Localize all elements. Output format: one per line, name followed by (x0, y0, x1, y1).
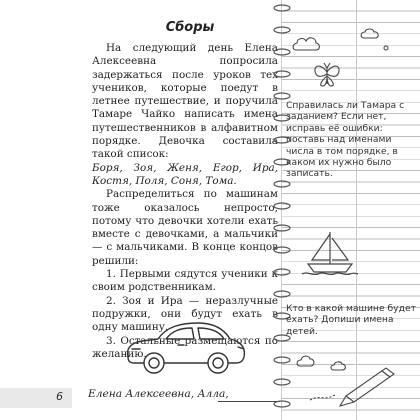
butterfly-doodle-icon (310, 60, 344, 90)
rule-3: 3. Остальные размещаются по желанию. (92, 334, 278, 360)
names-list-text: Боря, Зоя, Женя, Егор, Ира, Костя, Поля, Соня, Тома. (92, 161, 278, 187)
clouds-doodle-icon (290, 26, 400, 58)
rule-2: 2. Зоя и Ира — неразлучные подружки, они будут ехать в одну машину. (92, 294, 278, 334)
rule-1: 1. Первыми сядутся ученики к своим родственникам. (92, 268, 278, 294)
paragraph-distribution: Распределиться по машинам тоже оказалось непросто, потому что девочки хотели ехать вместе с девочками, а мальчики — с мальчиками. В конце концов решили: (92, 188, 278, 267)
answer-line-text: Елена Алексеевна, Алла, (88, 388, 229, 400)
paragraph-intro: На следующий день Елена Алексеевна попросила задержаться после уроков тех учеников, которые поедут в летнее путешествие, и поручила Тамаре Чайко написать имена путешественников в алфавитном порядке. Девочка составила такой список: (92, 42, 278, 161)
side-note-who-rides: Кто в какой машине будет ехать? Допиши имена детей. (286, 303, 416, 337)
page-title: Сборы (165, 20, 215, 35)
side-note-check-task: Справилась ли Тамара с заданием? Если нет, исправь её ошибки: поставь над именами числа в том порядке, в каком их нужно было записать. (286, 100, 405, 180)
page-number: 6 (56, 390, 63, 403)
car-drawing-icon (120, 317, 250, 375)
names-list (92, 162, 278, 189)
pencil-doodle-icon (290, 350, 405, 408)
sailboat-doodle-icon (300, 228, 360, 276)
main-text (92, 42, 278, 361)
